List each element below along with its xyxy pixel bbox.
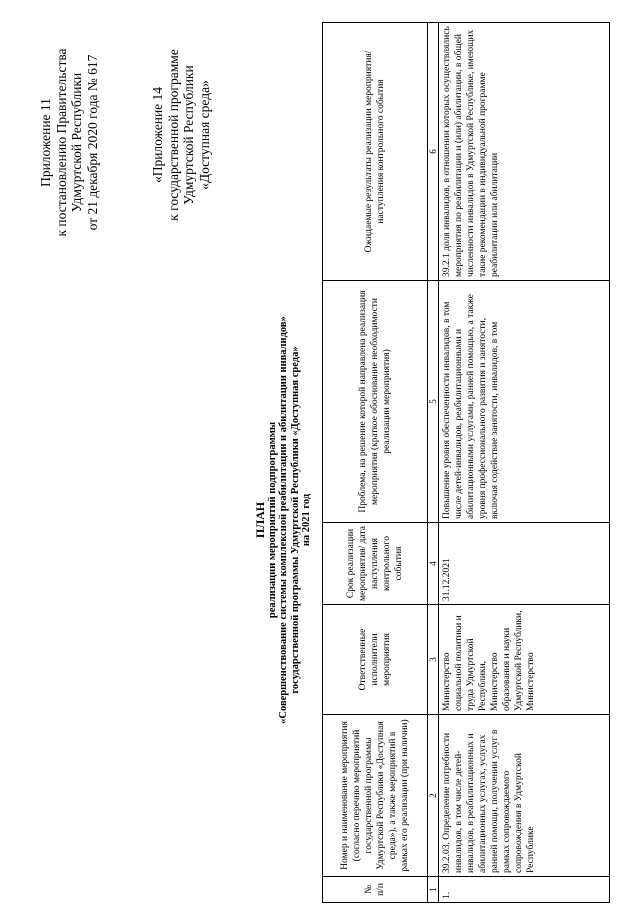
header-executors: Ответственные исполнители мероприятия <box>323 605 428 715</box>
header-problem: Проблема, на решение которой направлена реализация мероприятия (краткое обоснование необходимости реализации мероприятия) <box>323 281 428 523</box>
cell-deadline: 31.12.2021 <box>439 523 610 605</box>
header-results: Ожидаемые результаты реализации мероприятия/ наступления контрольного события <box>323 23 428 281</box>
appendix-line: Удмуртской Республики <box>181 65 196 205</box>
cell-measure: 39.2.03. Определение потребности инвалидов, в том числе детей-инвалидов, в реабилитационных и абилитационных услугах, услугах ранней помощи, получении услуг в рамках сопровождаемого сопровождения в Удмуртской Республике <box>439 715 610 877</box>
column-number-row <box>428 23 439 903</box>
column-number: 2 <box>428 715 439 877</box>
column-number: 1 <box>428 877 439 903</box>
column-number: 4 <box>428 523 439 605</box>
cell-results: 39.2.1 доля инвалидов, в отношении которых осуществлялись мероприятия по реабилитации и (или) абилитации, в общей численности инвалидов в Удмуртской Республике, имеющих такие рекомендации в индивидуальной программе реабилитации или абилитации <box>439 23 610 281</box>
appendix-subheader <box>150 35 212 235</box>
column-number: 3 <box>428 605 439 715</box>
title-line: реализации мероприятий подпрограммы <box>266 421 278 619</box>
appendix-line: «Приложение 14 <box>150 86 165 184</box>
header-number: № п/п <box>323 877 428 903</box>
title-line: «Совершенствование системы комплексной реабилитации и абилитации инвалидов» <box>278 316 289 724</box>
header-deadline: Срок реализации мероприятия/ дата наступления контрольного события <box>323 523 428 605</box>
header-measure: Номер и наименование мероприятия (согласно перечню мероприятий государственной программы Удмуртской Республики «Доступная среда»), а также мероприятий в рамках его реализации (при наличии) <box>323 715 428 877</box>
table-row <box>439 23 610 903</box>
appendix-header <box>38 25 100 260</box>
appendix-line: «Доступная среда» <box>196 80 212 190</box>
plan-table <box>322 22 610 903</box>
title-line: государственной программы Удмуртской Республики «Доступная среда» <box>289 346 301 694</box>
cell-problem: Повышение уровня обеспеченности инвалидов, в том числе детей-инвалидов, реабилитационными и абилитационными услугами, ранней помощью, а также уровня профессионального развития и занятости, включая содействие занятости, инвалидов, в том <box>439 281 610 523</box>
appendix-line: к постановлению Правительства <box>53 48 69 237</box>
cell-number: 1. <box>439 877 610 903</box>
appendix-line: Приложение 11 <box>38 98 53 187</box>
plan-title <box>255 285 313 755</box>
column-number: 5 <box>428 281 439 523</box>
appendix-line: к государственной программе <box>165 49 181 221</box>
table-header-row <box>323 23 428 903</box>
title-line: на 2021 год <box>301 493 312 547</box>
cell-executors: Министерство социальной политики и труда Удмуртской Республики, Министерство образования и науки Удмуртской Республики, Министерство <box>439 605 610 715</box>
appendix-line: Удмуртской Республики <box>69 72 84 213</box>
appendix-line: от 21 декабря 2020 года № 617 <box>84 54 100 231</box>
column-number: 6 <box>428 23 439 281</box>
title-line: ПЛАН <box>253 501 267 539</box>
